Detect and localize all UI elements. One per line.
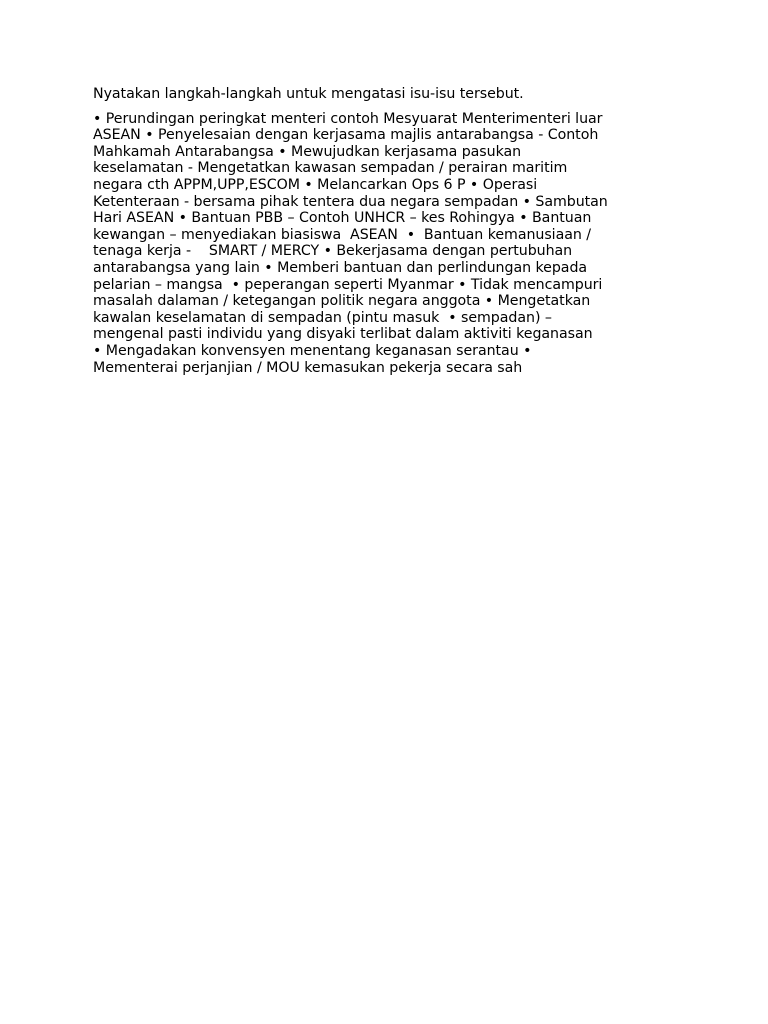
answer-line: kewangan – menyediakan biasiswa ASEAN • Bantuan kemanusiaan / [93, 226, 591, 243]
answer-line: pelarian – mangsa • peperangan seperti Myanmar • Tidak mencampuri [93, 276, 603, 293]
answer-line: Mahkamah Antarabangsa • Mewujudkan kerjasama pasukan [93, 143, 522, 160]
answer-line: Mementerai perjanjian / MOU kemasukan pekerja secara sah [93, 359, 523, 376]
answer-line: negara cth APPM,UPP,ESCOM • Melancarkan Ops 6 P • Operasi [93, 176, 538, 193]
answer-line: kawalan keselamatan di sempadan (pintu masuk • sempadan) – [93, 309, 552, 326]
answer-line: Hari ASEAN • Bantuan PBB – Contoh UNHCR – kes Rohingya • Bantuan [93, 210, 592, 227]
answer-line: antarabangsa yang lain • Memberi bantuan dan perlindungan kepada [93, 259, 588, 276]
answer-paragraph [93, 111, 676, 377]
answer-line: ASEAN • Penyelesaian dengan kerjasama majlis antarabangsa - Contoh [93, 127, 599, 144]
answer-line: • Mengadakan konvensyen menentang keganasan serantau • [93, 342, 532, 359]
answer-line: • Perundingan peringkat menteri contoh Mesyuarat Menterimenteri luar [93, 110, 603, 127]
question-text: Nyatakan langkah-langkah untuk mengatasi isu-isu tersebut. [93, 86, 524, 102]
answer-line: masalah dalaman / ketegangan politik negara anggota • Mengetatkan [93, 293, 591, 310]
answer-line: keselamatan - Mengetatkan kawasan sempadan / perairan maritim [93, 160, 568, 177]
answer-line: Ketenteraan - bersama pihak tentera dua negara sempadan • Sambutan [93, 193, 608, 210]
answer-line: tenaga kerja - SMART / MERCY • Bekerjasama dengan pertubuhan [93, 243, 573, 260]
answer-line: mengenal pasti individu yang disyaki terlibat dalam aktiviti keganasan [93, 326, 593, 343]
